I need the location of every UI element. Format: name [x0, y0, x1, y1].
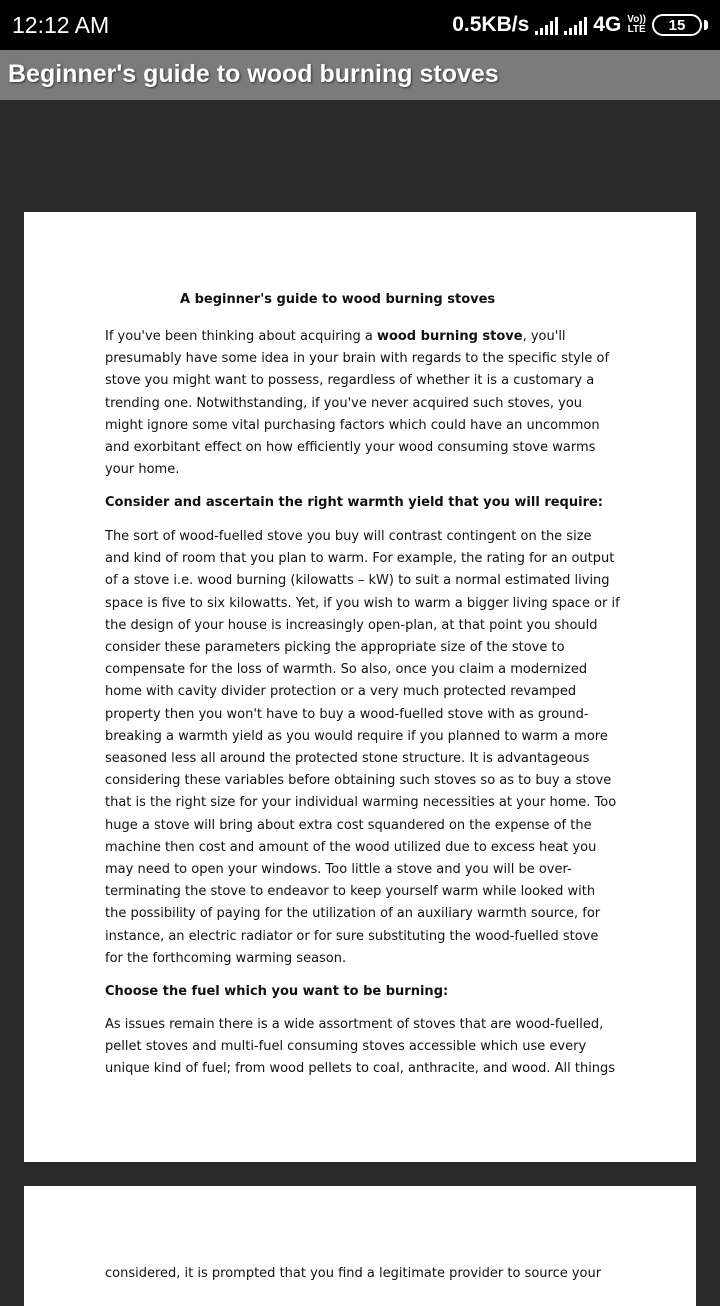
volte-label: Vo))	[627, 14, 646, 25]
document-page-2	[24, 1186, 696, 1306]
fuel-paragraph: As issues remain there is a wide assortment of stoves that are wood-fuelled, pellet stoves and multi-fuel consuming stoves accessible which use every unique kind of fuel; from wood pellets to coal, anthracite, and wood. All things	[105, 1017, 616, 1077]
intro-bold-text: wood burning stove	[376, 329, 523, 344]
battery-level: 15	[668, 16, 686, 34]
document-page-1	[24, 212, 696, 1162]
signal-strength-icon	[535, 15, 558, 35]
lte-label: LTE	[627, 24, 646, 35]
page-title: Beginner's guide to wood burning stoves	[8, 60, 499, 88]
status-bar	[0, 0, 720, 50]
status-indicators	[452, 10, 708, 40]
battery-tip	[704, 20, 708, 30]
intro-paragraph	[105, 326, 620, 481]
status-time: 12:12 AM	[12, 12, 110, 38]
app-title-bar	[0, 50, 720, 100]
signal-strength-icon-2	[564, 15, 587, 35]
document-viewer[interactable]	[0, 100, 720, 1280]
section-heading-warmth: Consider and ascertain the right warmth yield that you will require:	[105, 495, 603, 510]
intro-text-start: If you've been thinking about acquiring a	[105, 329, 377, 344]
intro-text-end: , you'll presumably have some idea in your brain with regards to the specific style of stove you might want to possess, regardless of whether it is a customary a trending one. Notwithstanding, if you've never acquired such stoves, you might ignore some vital purchasing factors which could have an uncommon and exorbitant effect on how efficiently your wood consuming stove warms your home.	[105, 329, 610, 478]
volte-icon	[627, 15, 646, 35]
network-speed: 0.5KB/s	[452, 13, 530, 36]
document-title: A beginner's guide to wood burning stoves	[180, 292, 496, 307]
network-type: 4G	[593, 13, 622, 36]
warmth-paragraph: The sort of wood-fuelled stove you buy will contrast contingent on the size and kind of room that you plan to warm. For example, the rating for an output of a stove i.e. wood burning (kilowatts – kW) to suit a normal estimated living space is five to six kilowatts. Yet, if you wish to warm a bigger living space or if the design of your house is increasingly open-plan, at that point you should consider these parameters picking the appropriate size of the stove to compensate for the loss of warmth. So also, once you claim a modernized home with cavity divider protection or a very much protected revamped property then you won't have to buy a wood-fuelled stove with as ground-breaking a warmth yield as you would require if you planned to warm a more seasoned less all around the protected stone structure. It is advantageous considering these variables before obtaining such stoves so as to buy a stove that is the right size for your individual warming necessities at your home. Too huge a stove will bring about extra cost squandered on the expense of the machine then cost and amount of the wood utilized due to excess heat you may need to open your windows. Too little a stove and you will be over-terminating the stove to endeavor to keep yourself warm while looked with the possibility of paying for the utilization of an auxiliary warmth source, for instance, an electric radiator or for sure substituting the wood-fuelled stove for the forthcoming warming season.	[105, 529, 620, 966]
section-heading-fuel: Choose the fuel which you want to be burning:	[105, 984, 449, 999]
page-2-paragraph: considered, it is prompted that you find a legitimate provider to source your	[105, 1266, 602, 1281]
battery-icon	[652, 14, 702, 36]
